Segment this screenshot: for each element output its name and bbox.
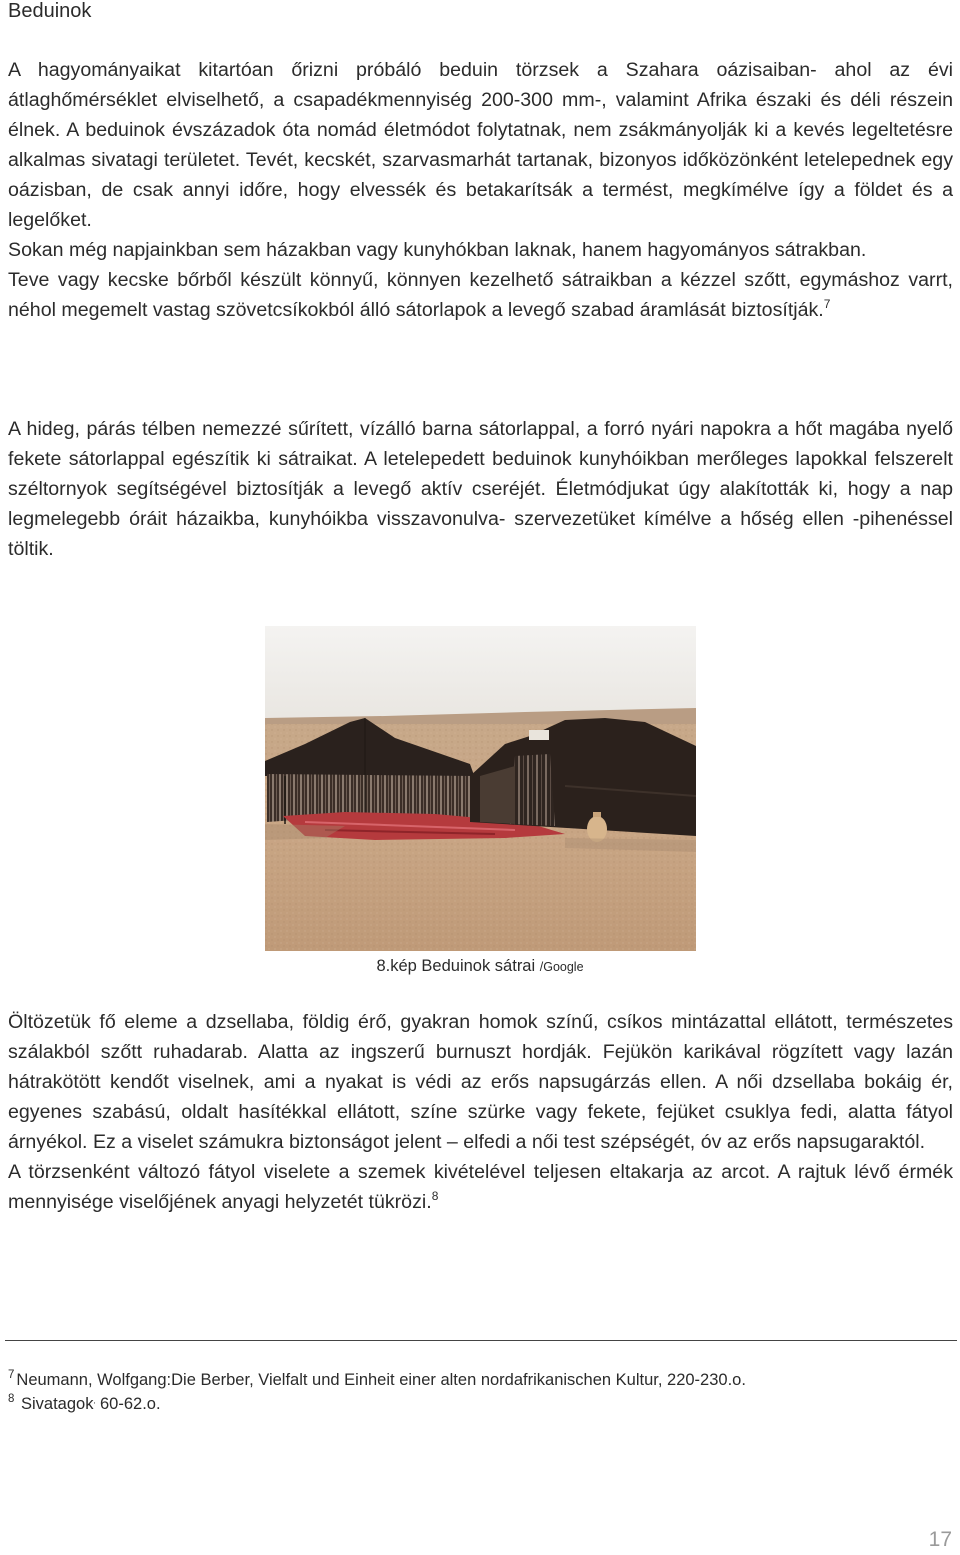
footnote-ref-7[interactable]: 7 bbox=[823, 297, 831, 311]
paragraph-clothing: Öltözetük fő eleme a dzsellaba, földig érő, gyakran homok színű, csíkos mintázattal ellátott, természetes szálakból szőtt ruhadarab. Alatta az ingszerű burnuszt hordják. Fejükön karikával rögzített vagy lazán hátrakötött kendőt viselnek, ami a nyakat is védi az erős napsugárzás ellen. A női dzsellaba bokáig ér, egyenes szabású, oldalt hasítékkal ellátott, színe szürke vagy fekete, fejüket csuklya fedi, alatta fátyol árnyékol. Ez a viselet számukra biztonságot jelent – elfedi a női test szépségét, óv az erős napsugaraktól. bbox=[8, 1011, 953, 1153]
caption-text: 8.kép Beduinok sátrai bbox=[376, 957, 540, 975]
paragraph-tent-material bbox=[8, 265, 953, 325]
paragraph-veil-text: A törzsenként változó fátyol viselete a szemek kivételével teljesen eltakarja az arcot. A rajtuk lévő érmék mennyisége viselőjének anyagi helyzetét tükrözi. bbox=[8, 1161, 953, 1213]
footnote-8 bbox=[8, 1393, 161, 1415]
footnote-pages: 60-62.o. bbox=[95, 1395, 161, 1413]
figure-caption bbox=[0, 955, 960, 978]
paragraph-tents: Sokan még napjainkban sem házakban vagy kunyhókban laknak, hanem hagyományos sátrakban. bbox=[8, 239, 867, 261]
caption-source: /Google bbox=[539, 960, 584, 974]
paragraph-climate: A hideg, párás télben nemezzé sűrített, vízálló barna sátorlappal, a forró nyári napokra a hőt magába nyelő fekete sátorlappal egészítik ki sátraikat. A letelepedett beduinok kunyhóikban merőleges lapokkal felszerelt széltornyok segítségével biztosítják a levegő aktív cseréjét. Életmódjukat úgy alakították ki, hogy a nap legmelegebb óráit házaikba, kunyhóikba visszavonulva- szervezetüket kímélve a hőség ellen -pihenéssel töltik. bbox=[8, 418, 953, 560]
footnote-mark: , bbox=[93, 1398, 96, 1405]
climate-paragraph bbox=[8, 414, 953, 564]
intro-paragraphs bbox=[8, 55, 953, 325]
paragraph-intro: A hagyományaikat kitartóan őrizni próbáló beduin törzsek a Szahara oázisaiban- ahol az évi átlaghőmérséklet elviselhető, a csapadékmennyiség 200-300 mm-, valamint Afrika északi és déli részein élnek. A beduinok évszázadok óta nomád életmódot folytatnak, nem zsákmányolják ki a kevés legeltetésre alkalmas sivatagi területet. Tevét, kecskét, szarvasmarhát tartanak, bizonyos időközönként letelepednek egy oázisban, de csak annyi időre, hogy elvessék és betakarítsák a termést, megkímélve így a földet és a legelőket. bbox=[8, 59, 953, 231]
page-number: 17 bbox=[928, 1528, 952, 1551]
footnote-separator bbox=[5, 1340, 957, 1341]
bedouin-tents-photo bbox=[265, 626, 696, 951]
clothing-paragraphs bbox=[8, 1007, 953, 1217]
paragraph-tent-material-text: Teve vagy kecske bőrből készült könnyű, könnyen kezelhető sátraikban a kézzel szőtt, egymáshoz varrt, néhol megemelt vastag szövetcsíkokból álló sátorlapok a levegő szabad áramlását biztosítják. bbox=[8, 269, 953, 321]
paragraph-veil bbox=[8, 1157, 953, 1217]
footnote-7 bbox=[8, 1369, 746, 1391]
section-heading: Beduinok bbox=[8, 0, 92, 22]
footnote-ref-8[interactable]: 8 bbox=[431, 1189, 439, 1203]
footnote-number: 7 bbox=[8, 1369, 15, 1381]
footnote-text: Neumann, Wolfgang:Die Berber, Vielfalt und Einheit einer alten nordafrikanischen Kultur, 220-230.o. bbox=[16, 1371, 746, 1389]
footnote-text: Sivatagok bbox=[16, 1395, 94, 1413]
footnote-number: 8 bbox=[8, 1393, 15, 1405]
